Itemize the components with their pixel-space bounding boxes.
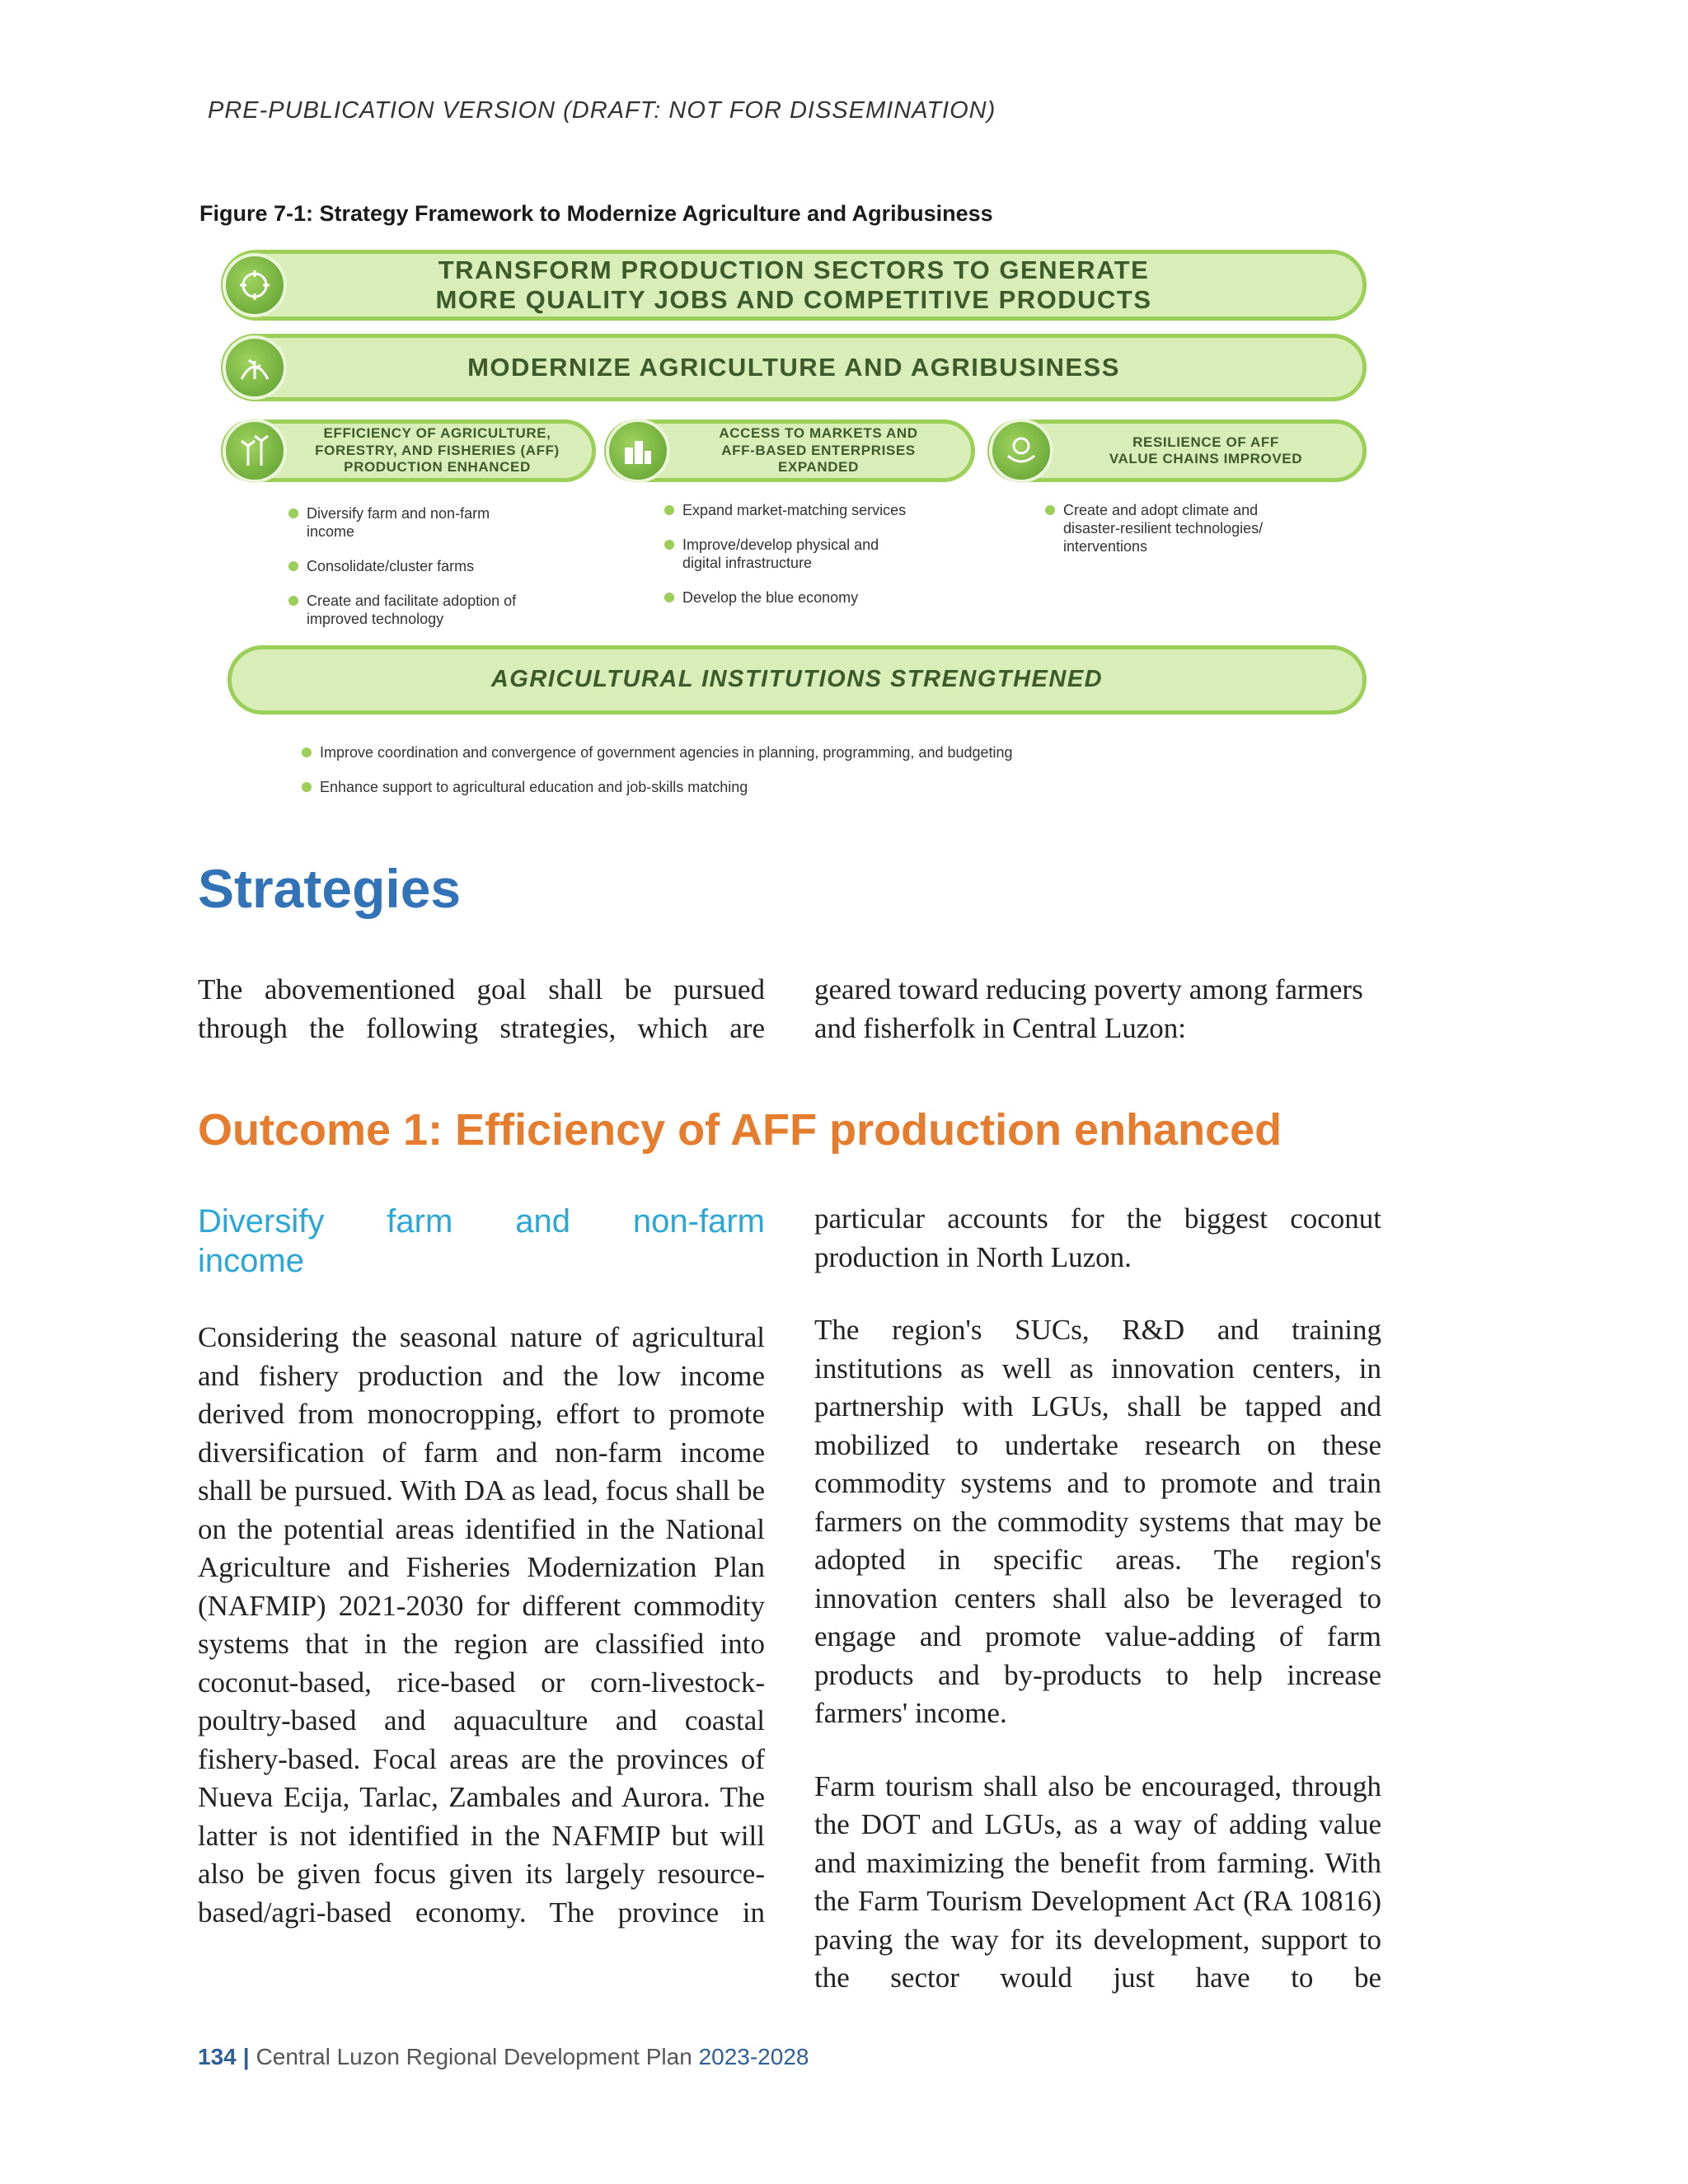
institutions-title: AGRICULTURAL INSTITUTIONS STRENGTHENED [490, 666, 1104, 693]
outcome-1-line-3: PRODUCTION ENHANCED [344, 459, 531, 476]
list-item: Create and facilitate adoption of improved technology [288, 593, 560, 629]
outcome-1-line-1: EFFICIENCY OF AGRICULTURE, [323, 425, 551, 442]
list-item: Improve coordination and convergence of government agencies in planning, programming, and budgeting [302, 744, 1332, 762]
draft-notice: PRE-PUBLICATION VERSION (DRAFT: NOT FOR DISSEMINATION) [208, 97, 996, 124]
wind-farm-icon [223, 419, 287, 483]
list-item: Create and adopt climate and disaster-resilient technologies/ interventions [1045, 502, 1342, 556]
market-buildings-icon [606, 419, 670, 483]
outcome-3-line-1: RESILIENCE OF AFF [1132, 434, 1279, 450]
resilience-hands-icon [989, 419, 1053, 483]
strategy-framework-figure [221, 250, 1367, 810]
diversify-paragraph: Considering the seasonal nature of agricultural and fishery production and the low income derived from monocropping, effort to promote diversification of farm and non-farm income shall be pursued. With DA as lead, focus shall be on the potential areas identified in the National Agriculture and Fisheries Modernization Plan (NAFMIP) 2021-2030 for different commodity systems that in the region are classified into coconut-based, rice-based or corn-livestock-poultry-based and aquaculture and coastal fishery-based. Focal areas are the provinces of Nueva Ecija, Tarlac, Zambales and Aurora. The latter is not identified in the NAFMIP but will also be given focus given its largely resource-based/agri-based economy. The province in [198, 1321, 765, 1929]
footer-title: Central Luzon Regional Development Plan [256, 2044, 692, 2069]
outcome-2-strategies [664, 502, 961, 624]
outcome-3-strategies [1045, 502, 1342, 573]
intro-right-column [814, 971, 1381, 1082]
institutions-banner [227, 645, 1367, 715]
outcome-3-line-2: VALUE CHAINS IMPROVED [1109, 451, 1303, 466]
list-item: Enhance support to agricultural education and job-skills matching [302, 779, 1332, 797]
goal-banner [221, 250, 1367, 321]
goal-line-1: TRANSFORM PRODUCTION SECTORS TO GENERATE [438, 255, 1150, 285]
subgoal-banner [221, 334, 1367, 401]
page-footer [198, 2044, 809, 2070]
goal-line-2: MORE QUALITY JOBS AND COMPETITIVE PRODUCTS [435, 285, 1152, 314]
footer-separator: | [242, 2044, 250, 2069]
outcome-1-heading: Outcome 1: Efficiency of AFF production enhanced [198, 1105, 1282, 1155]
body-right-column [814, 1200, 1381, 2032]
intro-left-column [198, 971, 765, 1082]
list-item: Diversify farm and non-farm income [288, 505, 560, 541]
outcome-1-strategies [288, 505, 560, 645]
agriculture-icon [223, 335, 287, 400]
outcome-2-line-1: ACCESS TO MARKETS AND [719, 425, 918, 442]
strategies-heading: Strategies [198, 858, 462, 919]
subgoal-title: MODERNIZE AGRICULTURE AND AGRIBUSINESS [467, 353, 1120, 382]
figure-caption: Figure 7-1: Strategy Framework to Modernize Agriculture and Agribusiness [199, 201, 993, 226]
outcome-1-line-2: FORESTRY, AND FISHERIES (AFF) [315, 442, 560, 458]
outcome-2-line-2: AFF-BASED ENTERPRISES [721, 442, 916, 458]
goal-icon [223, 253, 287, 317]
list-item: Improve/develop physical and digital infrastructure [664, 537, 961, 573]
list-item: Consolidate/cluster farms [288, 558, 560, 576]
coconut-paragraph: particular accounts for the biggest coconut production in North Luzon. [814, 1202, 1381, 1273]
farm-tourism-paragraph: Farm tourism shall also be encouraged, through the DOT and LGUs, as a way of adding value and maximizing the benefit from farming. With the Farm Tourism Development Act (RA 10816) paving the way for its development, support to the sector would just have to be [814, 1769, 1381, 1994]
outcome-2-line-3: EXPANDED [777, 459, 859, 476]
footer-years: 2023-2028 [698, 2044, 809, 2069]
intro-left-text: The abovementioned goal shall be pursued through the following strategies, which are [198, 973, 765, 1044]
intro-right-text: geared toward reducing poverty among farmers and fisherfolk in Central Luzon: [814, 973, 1363, 1044]
list-item: Expand market-matching services [664, 502, 961, 520]
institution-strategies [302, 744, 1332, 813]
page-number: 134 [198, 2044, 237, 2069]
diversify-subheading: Diversify farm and non-farm income [198, 1203, 765, 1279]
body-left-column [198, 1202, 765, 1966]
list-item: Develop the blue economy [664, 589, 961, 607]
research-paragraph: The region's SUCs, R&D and training institutions as well as innovation centers, in partnership with LGUs, shall be tapped and mobilized to undertake research on these commodity systems and to promote and train farmers on the commodity systems that may be adopted in specific areas. The region's innovation centers shall also be leveraged to engage and promote value-adding of farm products and by-products to help increase farmers' income. [814, 1314, 1381, 1729]
